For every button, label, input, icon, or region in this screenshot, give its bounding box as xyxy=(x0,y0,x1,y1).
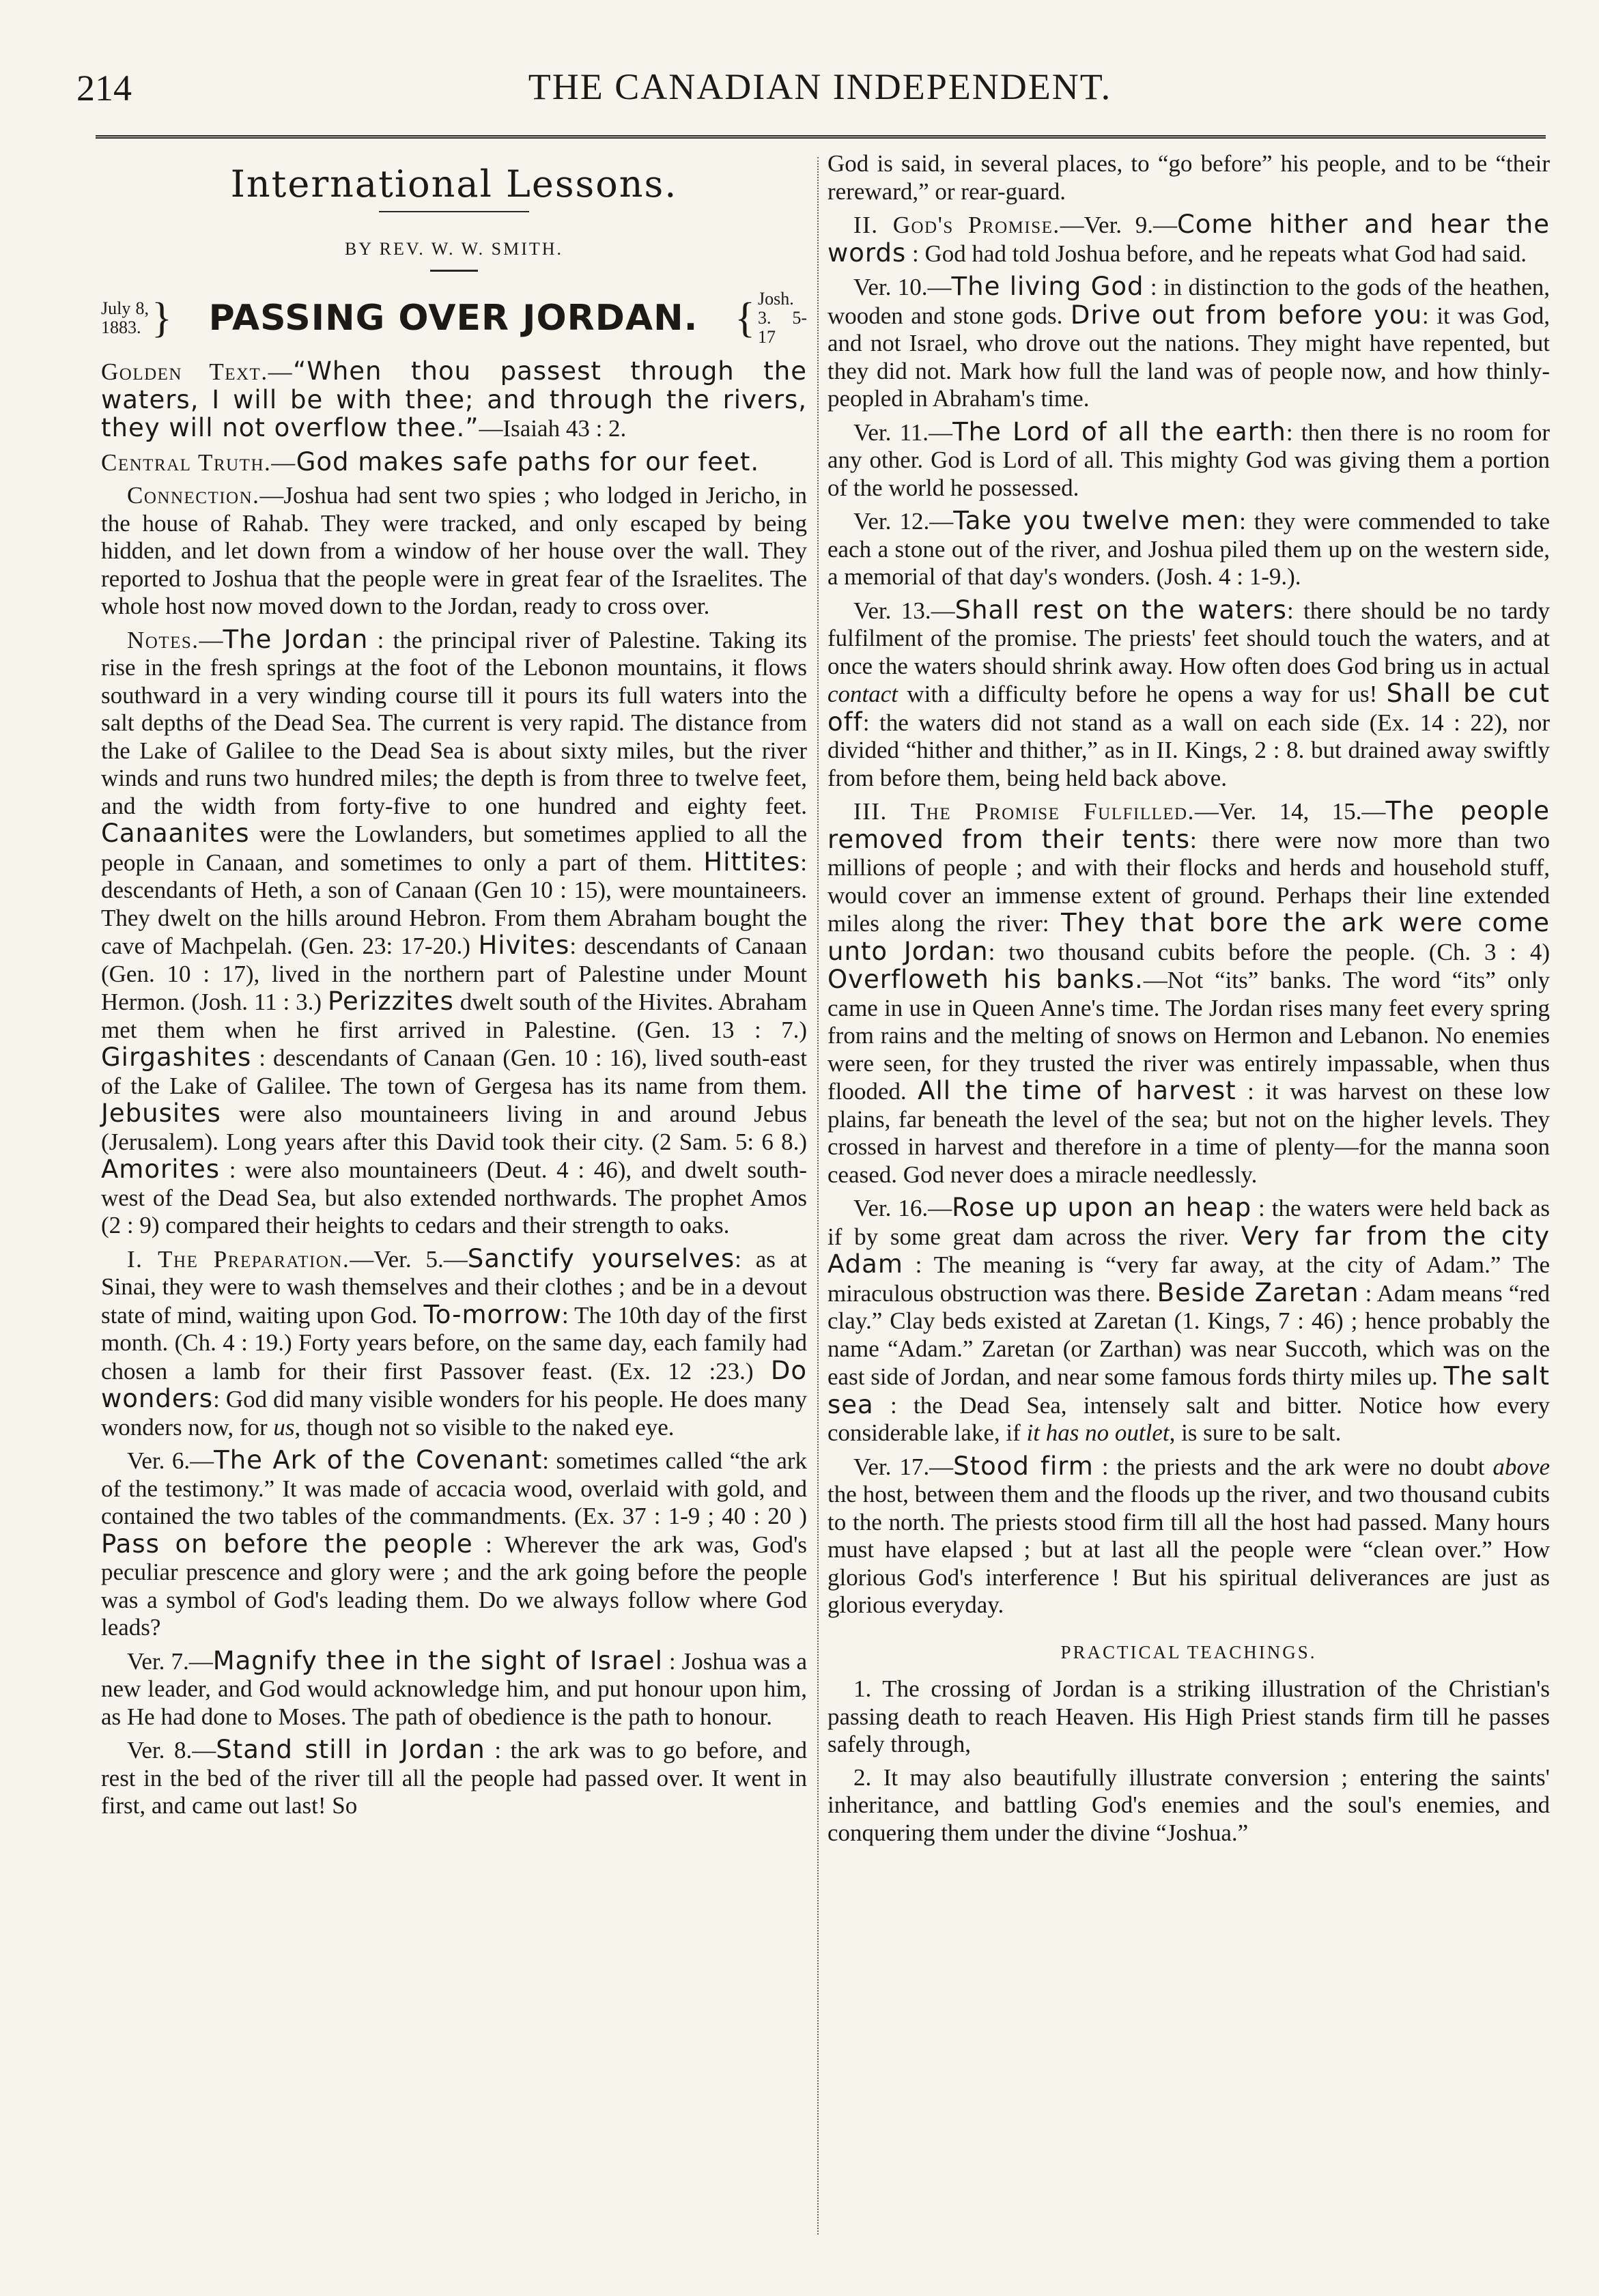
term-do-wonders: Do wonders xyxy=(101,1355,807,1413)
verse-16-paragraph xyxy=(827,1194,1550,1447)
term-sanctify: Sanctify yourselves xyxy=(467,1243,735,1273)
notes-paragraph: Notes.—The Jordan : the principal river of Palestine. Taking its rise in the fresh springs at the foot of the Lebonon mountains, it flows southward in a very winding course till it pours its full waters into the salt depths of the Dead Sea. The current is very rapid. The distance from the Lake of Galilee to the Dead Sea is about sixty miles, but the river winds and runs two hundred miles; the depth is from three to twelve feet, and the width from forty-five to one hundred and eighty feet. Canaanites were the Lowlanders, but sometimes applied to all the people in Canaan, and sometimes to only a part of them. Hittites: descendants of Heth, a son of Canaan (Gen 10 : 15), were mountaineers. They dwelt on the hills around Hebron. From them Abraham bought the cave of Machpelah. (Gen. 23: 17-20.) Hivites: descendants of Canaan (Gen. 10 : 17), lived in the northern part of Palestine under Mount Hermon. (Josh. 11 : 3.) Perizzites dwelt south of the Hivites. Abraham met them when he first arrived in Palestine. (Gen. 13 : 7.) Girgashites : descendants of Canaan (Gen. 10 : 16), lived south-east of the Lake of Galilee. The town of Gergesa has its name from them. Jebusites were also mountaineers living in and around Jebus (Jerusalem). Long years after this David took their city. (2 Sam. 5: 6 8.) Amorites : were also mountaineers (Deut. 4 : 46), and dwelt south-west of the Dead Sea, but also extended northwards. The prophet Amos (2 : 9) compared their heights to cedars and their strength to oaks. xyxy=(101,624,808,1238)
verse-7-label: Ver. 7.— xyxy=(127,1647,213,1675)
golden-text xyxy=(101,358,807,443)
verse-17-text-a: : the priests and the ark were no doubt xyxy=(1093,1453,1493,1480)
lesson-title: PASSING OVER JORDAN. xyxy=(208,297,698,339)
term-people-removed: The people removed from their tents xyxy=(827,796,1550,854)
notes-text-1: : the principal river of Palestine. Taking its rise in the fresh springs at the foot of the Lebonon mountains, it flows southward in a very winding course till it pours its full waters into the salt depths of the Dead Sea. The current is very rapid. The distance from the Lake of Galilee to the Dead Sea is about sixty miles, but the river winds and runs two hundred miles; the depth is from three to twelve feet, and the width from forty-five to one hundred and eighty feet. xyxy=(101,626,808,819)
verse-13-text-2: : the waters did not stand as a wall on each side (Ex. 14 : 22), nor divided “hither and thither,” as in II. Kings, 2 : 8. but drained away swiftly from before them, being held back above. xyxy=(827,709,1550,791)
notes-text-3: : descendants of Heth, a son of Canaan (Gen 10 : 15), were mountaineers. They dwelt on the hills around Hebron. From them Abraham bought the cave of Machpelah. (Gen. 23: 17-20.) xyxy=(101,849,807,959)
verse-17-paragraph xyxy=(827,1453,1550,1619)
term-tomorrow: To-morrow xyxy=(423,1299,562,1329)
connection-paragraph xyxy=(101,482,807,621)
preparation-text-3a: : God did many visible wonders for his people. He does many wonders now, for xyxy=(101,1386,807,1441)
verse-16-text-4a: : the Dead Sea, intensely salt and bitter. Notice how every considerable lake, if xyxy=(827,1391,1550,1446)
byline-rule xyxy=(430,270,478,272)
verse-11-paragraph xyxy=(827,416,1551,502)
connection-label: Connection. xyxy=(127,482,260,509)
notes-label: Notes. xyxy=(127,626,199,653)
page-header xyxy=(0,0,1599,130)
preparation-paragraph xyxy=(101,1245,807,1442)
right-column xyxy=(827,150,1550,1852)
term-zaretan: Beside Zaretan xyxy=(1157,1277,1359,1307)
notes-text-4: : descendants of Canaan (Gen. 10 : 17), lived in the northern part of Palestine under Mount Hermon. (Josh. 11 : 3.) xyxy=(101,933,807,1015)
practical-heading: PRACTICAL TEACHINGS. xyxy=(1060,1641,1317,1662)
verse-16-italic: it has no outlet xyxy=(1026,1419,1170,1446)
term-jebusites: Jebusites xyxy=(101,1099,221,1128)
term-rose-up: Rose up upon an heap xyxy=(952,1193,1252,1222)
golden-text-label: Golden Text.— xyxy=(101,358,294,385)
central-truth xyxy=(101,449,807,477)
verse-11-text: : then there is no room for any other. God is Lord of all. This mighty God was giving them a portion of the world he possessed. xyxy=(827,419,1551,501)
column-divider xyxy=(817,157,819,2235)
preparation-text-3b: , though not so visible to the naked eye. xyxy=(294,1413,675,1441)
lesson-date-note xyxy=(101,297,175,339)
lesson-date: July 8, 1883. xyxy=(101,298,149,337)
verse-6-text-2: : Wherever the ark was, God's peculiar prescence and glory were ; and the ark going before the people was a symbol of God's leading them. Do we always follow where God leads? xyxy=(101,1531,808,1641)
fulfilled-paragraph xyxy=(827,797,1550,1189)
running-head: THE CANADIAN INDEPENDENT. xyxy=(528,66,1112,107)
verse-8-label: Ver. 8.— xyxy=(127,1737,216,1763)
preparation-italic: us xyxy=(273,1413,295,1441)
verse-17-text-b: the host, between them and the floods up the river, and two thousand cubits to the north. The priests stood firm till all the host had passed. Many hours must have elapsed ; but at last all the people were “clean over.” How glorious God's interference ! But his spiritual deliverances are just as glorious everyday. xyxy=(827,1481,1550,1618)
verse-16-label: Ver. 16.— xyxy=(853,1195,952,1221)
fulfilled-verse: —Ver. 14, 15.— xyxy=(1194,798,1386,825)
page-number: 214 xyxy=(76,68,132,109)
term-magnify: Magnify thee in the sight of Israel xyxy=(212,1645,663,1675)
verse-13-label: Ver. 13.— xyxy=(853,597,955,624)
verse-10-paragraph xyxy=(827,273,1550,413)
golden-text-quote: “When thou passest through the waters, I will be with thee; and through the rivers, they will not overflow thee.” xyxy=(101,356,808,442)
term-stand-still: Stand still in Jordan xyxy=(216,1735,485,1764)
lesson-reference: Josh. 3. 5-17 xyxy=(757,289,807,347)
term-bore-the-ark: They that bore the ark were come unto Jordan xyxy=(827,908,1550,966)
right-brace: } xyxy=(152,295,172,341)
golden-text-ref: —Isaiah 43 : 2. xyxy=(479,415,627,442)
verse-12-label: Ver. 12.— xyxy=(853,508,954,535)
verse-11-label: Ver. 11.— xyxy=(853,419,953,446)
promise-label: II. God's Promise. xyxy=(853,212,1060,238)
term-harvest: All the time of harvest xyxy=(918,1076,1236,1105)
verse-10-text-2: : it was God, and not Israel, who drove out the nations. They might have repented, but they did not. Mark how full the land was of people now, and how thinly-peopled in Abraham's time. xyxy=(827,302,1550,412)
practical-item-1: 1. The crossing of Jordan is a striking illustration of the Christian's passing death to reach Heaven. His High Priest stands firm till he passes safely through, xyxy=(827,1675,1550,1757)
verse-7-text: : Joshua was a new leader, and God would acknowledge him, and put honour upon him, as He had done to Moses. The path of obedience is the path to honour. xyxy=(101,1647,808,1730)
left-brace: { xyxy=(735,295,755,341)
term-ark-covenant: The Ark of the Covenant xyxy=(214,1445,543,1475)
left-column xyxy=(101,150,807,1826)
verse-13-italic: contact xyxy=(827,681,898,707)
fulfilled-text-1: : there were now more than two millions of people ; and with their flocks and herds and household stuff, would cover an immense extent of ground. Perhaps their line extended miles along the river: xyxy=(827,826,1550,937)
term-salt-sea: The salt sea xyxy=(827,1361,1550,1419)
notes-text-8: : were also mountaineers (Deut. 4 : 46), and dwelt south-west of the Dead Sea, but also extended northwards. The prophet Amos (2 : 9) compared their heights to cedars and their strength to oaks. xyxy=(101,1157,807,1238)
term-overfloweth: Overfloweth his banks. xyxy=(827,965,1144,994)
byline: BY REV. W. W. SMITH. xyxy=(344,238,564,259)
verse-12-text: : they were commended to take each a stone out of the river, and Joshua piled them up on the western side, a memorial of that day's wonders. (Josh. 4 : 1-9.). xyxy=(827,508,1550,590)
central-truth-label: Central Truth.— xyxy=(101,449,296,476)
term-come-hither: Come hither and hear the words xyxy=(827,210,1550,268)
verse-16-text-4b: , is sure to be salt. xyxy=(1169,1419,1342,1446)
verse-6-label: Ver. 6.— xyxy=(127,1447,214,1474)
term-drive-out: Drive out from before you xyxy=(1070,300,1423,330)
notes-text-7: were also mountaineers living in and around Jebus (Jerusalem). Long years after this David took their city. (2 Sam. 5: 6 8.) xyxy=(101,1101,807,1155)
verse-8-text: : the ark was to go before, and rest in the bed of the river till all the people had passed over. It went in first, and came out last! So xyxy=(101,1737,807,1819)
verse-13-text-1a: : there should be no tardy fulfilment of the promise. The priests' feet should touch the waters, and at once the waters should shrink away. How often does God bring us in actual xyxy=(827,597,1551,679)
notes-text-2: were the Lowlanders, but sometimes applied to all the people in Canaan, and sometimes to only a part of them. xyxy=(101,821,807,876)
verse-16-text-3: : Adam means “red clay.” Clay beds existed at Zaretan (1. Kings, 7 : 46) ; hence probably the name “Adam.” Zaretan (or Zarthan) was near Succoth, which was on the east side of Jordan, and near some famous fords thirty miles up. xyxy=(827,1279,1550,1390)
header-rule xyxy=(96,135,1546,139)
verse-10-label: Ver. 10.— xyxy=(853,274,952,300)
lesson-heading xyxy=(101,289,807,347)
preparation-text-1: : as at Sinai, they were to wash themselves and their clothes ; and be in a devout state of mind, waiting upon God. xyxy=(101,1245,807,1329)
term-rest-on-waters: Shall rest on the waters xyxy=(954,595,1287,625)
promise-text: : God had told Joshua before, and he repeats what God had said. xyxy=(906,240,1527,267)
preparation-verse: —Ver. 5.— xyxy=(350,1245,468,1273)
term-living-god: The living God xyxy=(951,272,1144,301)
central-truth-text: God makes safe paths for our feet. xyxy=(296,447,760,477)
verse-7-paragraph xyxy=(101,1647,807,1731)
practical-item-2: 2. It may also beautifully illustrate conversion ; entering the saints' inheritance, and battling God's enemies and the soul's enemies, and conquering them under the divine “Joshua.” xyxy=(827,1763,1550,1846)
fulfilled-text-3: —Not “its” banks. The word “its” only came in use in Queen Anne's time. The Jordan rises many feet every spring from rains and the melting of snows on Hermon and Lebanon. No enemies were seen, for they trusted the river was entirely impassable, when thus flooded. xyxy=(827,967,1551,1105)
verse-16-text-2: : The meaning is “very far away, at the city of Adam.” The miraculous obstruction was there. xyxy=(827,1251,1550,1307)
verse-6-paragraph xyxy=(101,1447,807,1642)
term-jordan: The Jordan xyxy=(223,624,369,654)
term-girgashites: Girgashites xyxy=(101,1043,252,1072)
term-amorites: Amorites xyxy=(101,1154,221,1184)
promise-paragraph xyxy=(827,211,1550,268)
fulfilled-text-2: : two thousand cubits before the people. (Ch. 3 : 4) xyxy=(988,938,1550,965)
section-title: International Lessons. xyxy=(101,171,807,212)
preparation-text-2: : The 10th day of the first month. (Ch. 4 : 19.) Forty years before, on the same day, each family had chosen a lamb for their first Passover feast. (Ex. 12 :23.) xyxy=(101,1301,807,1385)
promise-verse: —Ver. 9.— xyxy=(1060,212,1177,238)
verse-8-paragraph xyxy=(101,1736,807,1820)
preparation-label: I. The Preparation. xyxy=(127,1245,350,1273)
term-hivites: Hivites xyxy=(478,931,570,960)
verse-13-text-1b: with a difficulty before he opens a way for us! xyxy=(898,681,1387,707)
fulfilled-text-4: : it was harvest on these low plains, far beneath the level of the sea; but not on the higher levels. They crossed in harvest and therefore in a time of plenty—for the manna soon ceased. God never does a miracle needlessly. xyxy=(827,1078,1550,1188)
verse-12-paragraph xyxy=(827,507,1550,591)
term-cut-off: Shall be cut off xyxy=(827,679,1550,737)
verse-17-italic: above xyxy=(1492,1453,1550,1480)
fulfilled-label: III. The Promise Fulfilled. xyxy=(853,798,1195,825)
connection-text: —Joshua had sent two spies ; who lodged in Jericho, in the house of Rahab. They were tracked, and only escaped by being hidden, and let down from a window of her house over the wall. They reported to Joshua that the people were in great fear of the Israelites. The whole host now moved down to the Jordan, ready to cross over. xyxy=(101,482,807,619)
term-lord-of-all: The Lord of all the earth xyxy=(952,416,1286,447)
verse-17-label: Ver. 17.— xyxy=(853,1453,954,1480)
lesson-reference-note xyxy=(732,289,807,347)
notes-text-5: dwelt south of the Hivites. Abraham met them when he first arrived in Palestine. (Gen. 13 : 7.) xyxy=(101,989,808,1043)
verse-13-paragraph xyxy=(827,597,1550,793)
term-pass-on: Pass on before the people xyxy=(101,1529,473,1559)
continued-paragraph: God is said, in several places, to “go before” his people, and to be “their rereward,” or rear-guard. xyxy=(827,150,1550,205)
verse-6-text-1: : sometimes called “the ark of the testimony.” It was made of accacia wood, overlaid with gold, and contained the two tables of the commandments. (Ex. 37 : 1-9 ; 40 : 20 ) xyxy=(101,1447,808,1529)
term-stood-firm: Stood firm xyxy=(953,1451,1094,1481)
notes-text-6: : descendants of Canaan (Gen. 10 : 16), lived south-east of the Lake of Galilee. The town of Gergesa has its name from them. xyxy=(101,1045,807,1099)
term-hittites: Hittites xyxy=(703,847,801,877)
term-canaanites: Canaanites xyxy=(101,819,250,848)
term-perizzites: Perizzites xyxy=(327,987,454,1016)
term-city-adam: Very far from the city Adam xyxy=(827,1221,1550,1279)
verse-16-text-1: : the waters were held back as if by some great dam across the river. xyxy=(827,1195,1551,1250)
verse-10-text-1: : in distinction to the gods of the heathen, wooden and stone gods. xyxy=(827,274,1551,329)
term-twelve-men: Take you twelve men xyxy=(953,506,1240,535)
